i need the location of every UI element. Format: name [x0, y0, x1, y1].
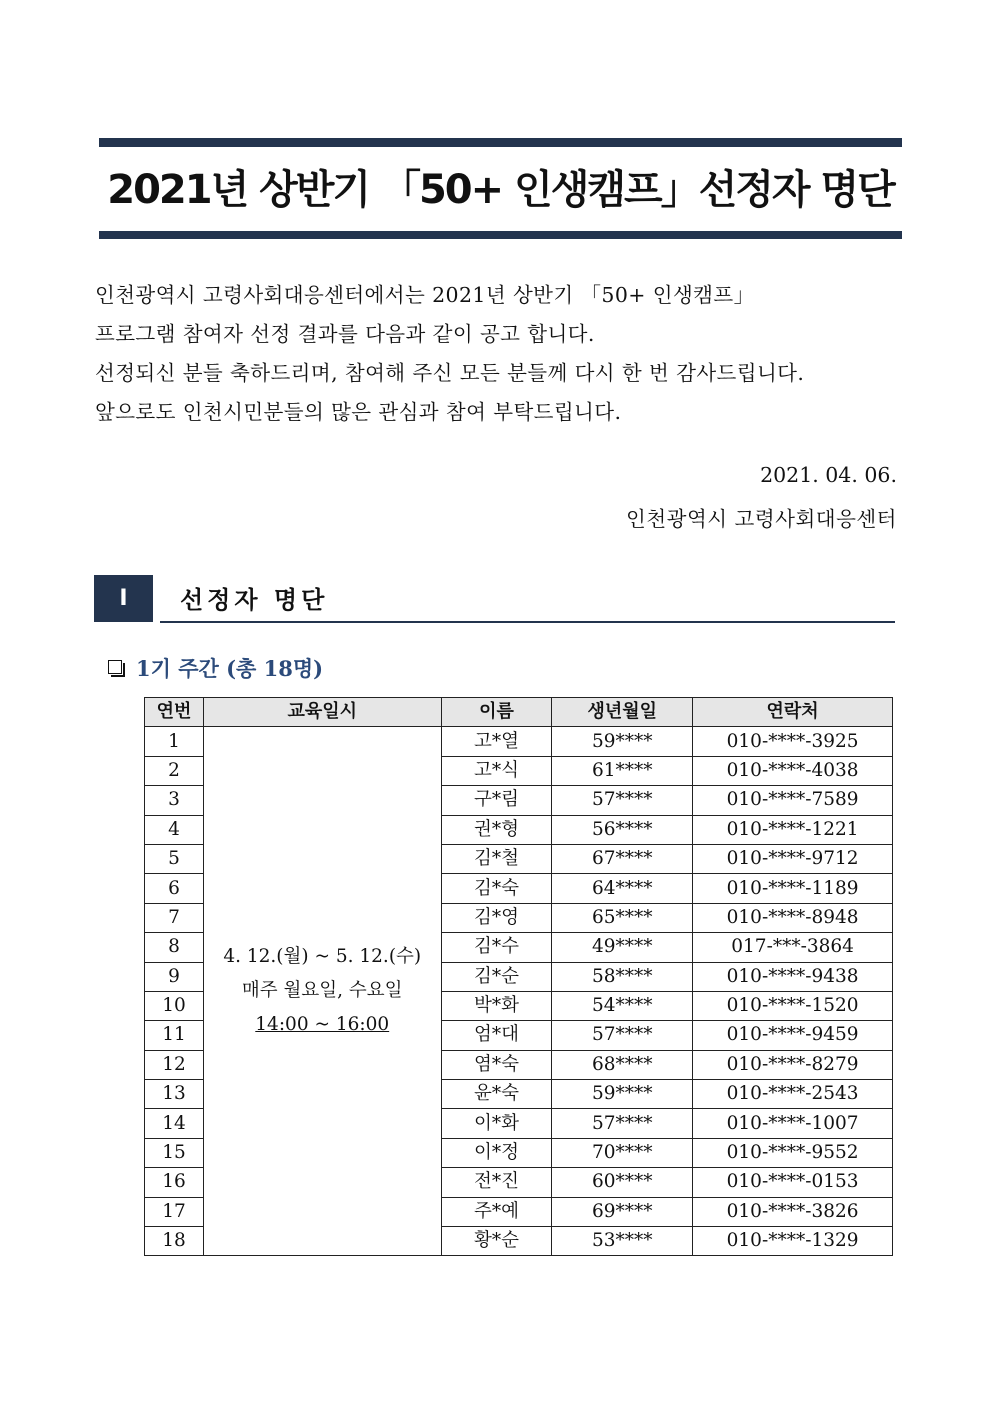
cell-number: 14	[145, 1109, 204, 1138]
cell-birth: 61****	[552, 756, 693, 785]
cell-birth: 65****	[552, 903, 693, 932]
cell-birth: 56****	[552, 815, 693, 844]
cell-number: 8	[145, 933, 204, 962]
table-row	[145, 727, 893, 756]
cell-contact: 017-***-3864	[693, 933, 893, 962]
cell-name: 구*림	[441, 786, 552, 815]
cell-contact: 010-****-1221	[693, 815, 893, 844]
cell-contact: 010-****-1007	[693, 1109, 893, 1138]
cell-name: 염*숙	[441, 1050, 552, 1079]
cell-birth: 54****	[552, 991, 693, 1020]
table-header-row	[145, 698, 893, 727]
announcement-date: 2021. 04. 06.	[760, 463, 897, 487]
intro-line: 프로그램 참여자 선정 결과를 다음과 같이 공고 합니다.	[95, 322, 595, 346]
cell-birth: 49****	[552, 933, 693, 962]
col-header-name: 이름	[441, 698, 552, 727]
cell-name: 권*형	[441, 815, 552, 844]
cell-number: 13	[145, 1080, 204, 1109]
cell-contact: 010-****-3826	[693, 1197, 893, 1226]
cell-schedule	[203, 727, 441, 1256]
cell-birth: 57****	[552, 786, 693, 815]
cell-number: 12	[145, 1050, 204, 1079]
cell-name: 김*영	[441, 903, 552, 932]
cell-number: 3	[145, 786, 204, 815]
cell-name: 박*화	[441, 991, 552, 1020]
cell-birth: 70****	[552, 1138, 693, 1167]
cell-name: 이*화	[441, 1109, 552, 1138]
cell-number: 10	[145, 991, 204, 1020]
cell-number: 5	[145, 844, 204, 873]
cell-number: 18	[145, 1227, 204, 1256]
cell-contact: 010-****-1329	[693, 1227, 893, 1256]
cell-name: 김*순	[441, 962, 552, 991]
section-title: 선정자 명단	[180, 586, 329, 614]
cell-birth: 67****	[552, 844, 693, 873]
cell-contact: 010-****-1520	[693, 991, 893, 1020]
cohort-heading	[108, 653, 323, 683]
cell-name: 윤*숙	[441, 1080, 552, 1109]
cell-birth: 58****	[552, 962, 693, 991]
cell-name: 김*수	[441, 933, 552, 962]
cell-contact: 010-****-4038	[693, 756, 893, 785]
title-bottom-bar	[99, 231, 902, 239]
cell-birth: 53****	[552, 1227, 693, 1256]
cell-birth: 69****	[552, 1197, 693, 1226]
cell-birth: 68****	[552, 1050, 693, 1079]
cell-name: 고*열	[441, 727, 552, 756]
cell-number: 15	[145, 1138, 204, 1167]
cell-contact: 010-****-8279	[693, 1050, 893, 1079]
cell-name: 황*순	[441, 1227, 552, 1256]
cell-name: 김*철	[441, 844, 552, 873]
organization-name: 인천광역시 고령사회대응센터	[626, 507, 897, 531]
col-header-number: 연번	[145, 698, 204, 727]
intro-line: 인천광역시 고령사회대응센터에서는 2021년 상반기 「50+ 인생캠프」	[95, 283, 755, 307]
cell-number: 17	[145, 1197, 204, 1226]
intro-line: 선정되신 분들 축하드리며, 참여해 주신 모든 분들께 다시 한 번 감사드립니다.	[95, 361, 805, 385]
cell-number: 4	[145, 815, 204, 844]
cell-birth: 60****	[552, 1168, 693, 1197]
cell-contact: 010-****-3925	[693, 727, 893, 756]
schedule-days: 매주 월요일, 수요일	[241, 980, 403, 1002]
cell-birth: 57****	[552, 1109, 693, 1138]
cell-name: 김*숙	[441, 874, 552, 903]
col-header-schedule: 교육일시	[203, 698, 441, 727]
col-header-contact: 연락처	[693, 698, 893, 727]
cell-contact: 010-****-0153	[693, 1168, 893, 1197]
cell-name: 엄*대	[441, 1021, 552, 1050]
cell-contact: 010-****-8948	[693, 903, 893, 932]
cell-contact: 010-****-9459	[693, 1021, 893, 1050]
col-header-birth: 생년월일	[552, 698, 693, 727]
schedule-dates: 4. 12.(월) ~ 5. 12.(수)	[223, 946, 422, 968]
cell-birth: 59****	[552, 727, 693, 756]
title-top-bar	[99, 138, 902, 147]
cell-number: 2	[145, 756, 204, 785]
cell-contact: 010-****-2543	[693, 1080, 893, 1109]
cell-contact: 010-****-9712	[693, 844, 893, 873]
cell-contact: 010-****-9438	[693, 962, 893, 991]
section-number: Ⅰ	[94, 575, 153, 622]
selection-table	[144, 697, 893, 1256]
cell-birth: 64****	[552, 874, 693, 903]
cell-number: 6	[145, 874, 204, 903]
cell-contact: 010-****-7589	[693, 786, 893, 815]
cohort-heading-text: 1기 주간 (총 18명)	[136, 656, 324, 681]
section-underline	[160, 621, 895, 623]
cell-number: 1	[145, 727, 204, 756]
cell-contact: 010-****-9552	[693, 1138, 893, 1167]
cell-number: 9	[145, 962, 204, 991]
intro-line: 앞으로도 인천시민분들의 많은 관심과 참여 부탁드립니다.	[95, 400, 622, 424]
checkbox-icon	[108, 660, 122, 674]
cell-birth: 59****	[552, 1080, 693, 1109]
cell-name: 전*진	[441, 1168, 552, 1197]
cell-number: 16	[145, 1168, 204, 1197]
cell-number: 7	[145, 903, 204, 932]
cell-contact: 010-****-1189	[693, 874, 893, 903]
intro-text	[95, 276, 897, 432]
cell-number: 11	[145, 1021, 204, 1050]
page-title: 2021년 상반기 「50+ 인생캠프」선정자 명단	[107, 167, 894, 213]
cell-name: 고*식	[441, 756, 552, 785]
schedule-time: 14:00 ~ 16:00	[255, 1014, 390, 1036]
cell-name: 이*정	[441, 1138, 552, 1167]
cell-name: 주*예	[441, 1197, 552, 1226]
cell-birth: 57****	[552, 1021, 693, 1050]
